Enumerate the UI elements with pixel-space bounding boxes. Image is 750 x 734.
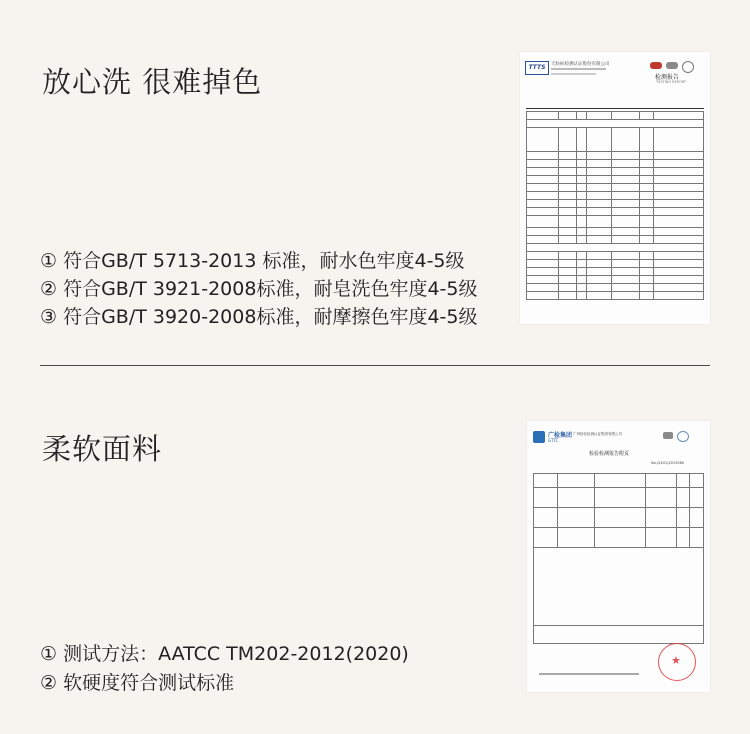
cma-mark-icon: [650, 62, 662, 69]
report-org-addr: [551, 73, 596, 75]
spec-line-1: ① 测试方法：AATCC TM202-2012(2020): [40, 643, 409, 665]
section-title: 放心洗 很难掉色: [42, 65, 263, 99]
ttts-logo-icon: TTTS: [525, 61, 549, 75]
spec-line-3: ③ 符合GB/T 3920-2008标准，耐摩擦色牢度4-5级: [40, 306, 478, 328]
colorfastness-section: [0, 0, 750, 366]
report-title: 检验检测报告附页: [589, 451, 630, 457]
softness-test-report-image: [527, 421, 710, 692]
report-org-sub: [551, 68, 606, 70]
gttc-logo-icon: [533, 431, 545, 443]
spec-line-2: ② 符合GB/T 3921-2008标准，耐皂洗色牢度4-5级: [40, 278, 478, 300]
ilac-mark-icon: [682, 61, 694, 73]
report-header-rule: [526, 108, 704, 109]
section-divider: [40, 365, 710, 366]
gttc-logo-text: 广检集团: [548, 432, 573, 439]
cnas-mark-icon: [666, 62, 678, 69]
official-seal-stamp: [658, 643, 696, 681]
seal-star-icon: ★: [671, 654, 681, 667]
cma-mark-icon: [663, 432, 673, 439]
report-org: 广州检验检测认证集团有限公司: [573, 432, 622, 436]
cnas-mark-icon: [677, 431, 689, 442]
report-number: No.(2401)2013080: [651, 461, 685, 465]
report-results-table: [526, 111, 704, 300]
report-subtitle: TESTING REPORT: [656, 80, 687, 84]
report-title: 检测报告: [655, 74, 680, 81]
report-results-table: [533, 473, 704, 644]
colorfastness-test-report-image: [520, 52, 710, 324]
softness-section: [0, 367, 750, 734]
report-org: 天纺标检测认证股份有限公司: [551, 62, 610, 67]
report-footer-line: [539, 673, 639, 675]
spec-line-2: ② 软硬度符合测试标准: [40, 672, 235, 694]
spec-line-1: ① 符合GB/T 5713-2013 标准，耐水色牢度4-5级: [40, 250, 465, 272]
gttc-logo-sub: GTTC: [548, 438, 559, 443]
section-title: 柔软面料: [42, 432, 163, 466]
